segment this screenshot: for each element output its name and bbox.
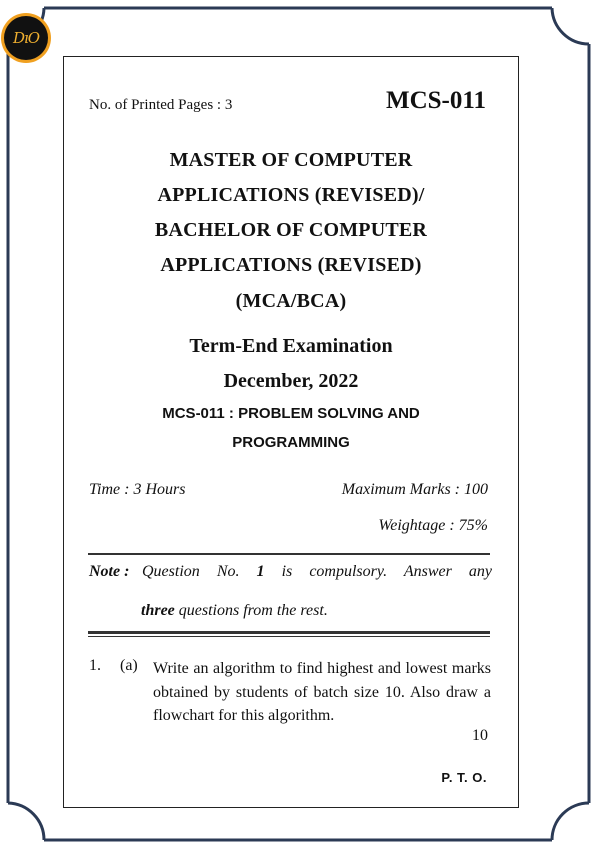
- note-top-divider: [88, 553, 490, 555]
- subject-line-2: PROGRAMMING: [232, 434, 350, 451]
- note-bold-three: three: [141, 602, 175, 619]
- note-text-part2: is compulsory. Answer any: [264, 563, 492, 580]
- note-label: Note :: [89, 563, 130, 580]
- question-text: Write an algorithm to find highest and lowest marks obtained by students of batch size 10. Also draw a flowchart for this algorithm.: [153, 660, 491, 724]
- question-marks: 10: [472, 727, 488, 744]
- note-text-line-2: [141, 602, 328, 620]
- note-text-part3: questions from the rest.: [174, 602, 328, 619]
- maximum-marks: Maximum Marks : 100: [341, 481, 488, 498]
- title-line-5: (MCA/BCA): [235, 290, 347, 312]
- logo-text: DıO: [12, 29, 40, 47]
- note-bottom-divider-thin: [88, 636, 490, 637]
- subject-line-1: MCS-011 : PROBLEM SOLVING AND: [162, 405, 420, 422]
- course-code: MCS-011: [386, 87, 486, 114]
- title-line-2: APPLICATIONS (REVISED)/: [157, 184, 425, 206]
- brand-logo: [4, 16, 48, 60]
- note-bold-number: 1: [256, 563, 265, 580]
- exam-name: Term-End Examination: [189, 335, 393, 357]
- pto-label: P. T. O.: [441, 770, 487, 785]
- exam-session: December, 2022: [223, 370, 359, 392]
- weightage: Weightage : 75%: [378, 517, 488, 534]
- frame-corner-bottom-right: [552, 803, 589, 840]
- note-text-line-1: [142, 563, 492, 581]
- question-part: (a): [120, 657, 138, 674]
- printed-pages-label: No. of Printed Pages : 3: [89, 97, 233, 113]
- frame-corner-bottom-left: [8, 803, 44, 840]
- question-number: 1.: [89, 657, 101, 674]
- note-text-part1: Question No.: [142, 563, 257, 580]
- frame-corner-top-right: [552, 8, 589, 44]
- title-line-1: MASTER OF COMPUTER: [169, 149, 413, 171]
- note-bottom-divider-thick: [88, 631, 490, 634]
- exam-sheet: [63, 56, 519, 808]
- title-line-4: APPLICATIONS (REVISED): [160, 254, 422, 276]
- title-line-3: BACHELOR OF COMPUTER: [154, 219, 428, 241]
- time-allowed: Time : 3 Hours: [89, 481, 186, 498]
